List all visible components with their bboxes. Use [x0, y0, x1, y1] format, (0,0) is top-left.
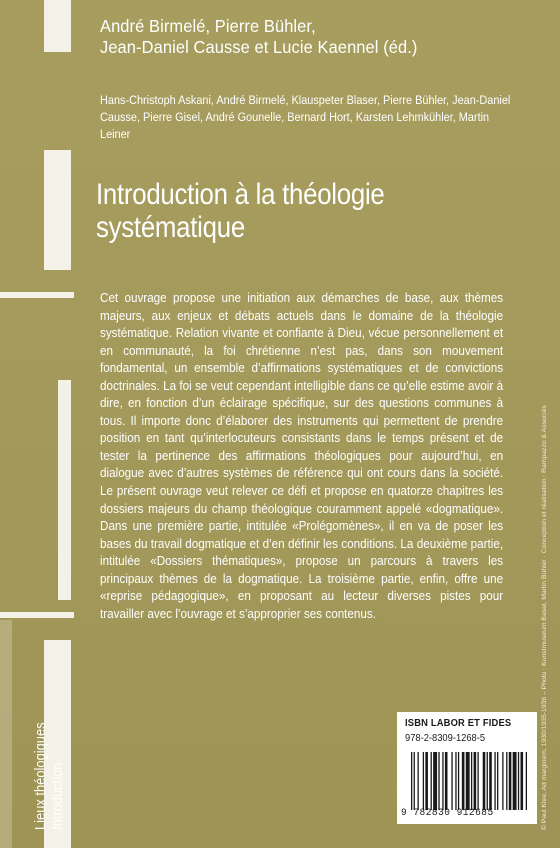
frame-block-left	[0, 620, 12, 848]
barcode-bar	[509, 752, 512, 810]
series-line-1: Lieux théologiques	[32, 722, 49, 830]
barcode-bar	[483, 752, 486, 810]
barcode-bar	[487, 752, 488, 810]
isbn-heading: ISBN LABOR ET FIDES	[405, 718, 512, 729]
barcode-bar	[502, 752, 503, 810]
barcode-bar	[455, 752, 456, 810]
blurb-paragraph: Cet ouvrage propose une initiation aux démarches de base, aux thèmes majeurs, aux enjeux et débats actuels dans le domaine de la théologie systématique. Relation vivante et confiante à Dieu, vécue personnellement et en communauté, la foi chrétienne n’est pas, dans son mouvement fondamental, un ensemble d’affirmations systématiques et de convictions doctrinales. La foi se veut cependant intelligible dans ce qu’elle estime avoir à dire, en fonction d’un éclairage spécifique, sur des questions communes à tous. Il importe donc d’élaborer des instruments qui permettent de prendre position en tant qu’interlocuteurs consistants dans le temps présent et de tester la pertinence des affirmations théologiques pour aujourd’hui, en dialogue avec d’autres systèmes de référence qui ont cours dans la société. Le présent ouvrage veut relever ce défi et propose en quatorze chapitres les dossiers majeurs du champ théologique couramment appelé «dogmatique». Dans une première partie, intitulée «Prolégomènes», il en va de poser les bases du travail dogmatique et d’en définir les conditions. La deuxième partie, intitulée «Dossiers thématiques», propose un parcours à travers les principaux thèmes de la dogmatique. La troisième partie, enfin, offre une «reprise pédagogique», en proposant au lecteur diverses pistes pour travailler avec l’ouvrage et s’approprier ses contenus.	[100, 290, 504, 621]
barcode-bar	[438, 752, 439, 810]
barcode-digits: 9 782830 912685	[401, 808, 494, 819]
barcode-bar	[497, 752, 498, 810]
series-label	[32, 705, 66, 830]
frame-bar-lower	[0, 612, 74, 618]
blurb	[100, 289, 503, 622]
barcode-bar	[442, 752, 443, 810]
title-line-1: Introduction à la théologie	[96, 178, 385, 211]
barcode-bar	[520, 752, 523, 810]
barcode-bar	[425, 752, 428, 810]
barcode-bar	[474, 752, 477, 810]
isbn-number: 978-2-8309-1268-5	[405, 733, 486, 744]
barcode-bar	[411, 752, 412, 810]
editors-line-2: Jean-Daniel Causse et Lucie Kaennel (éd.)	[100, 37, 418, 57]
barcode-bar	[471, 752, 472, 810]
barcode-bar	[458, 752, 459, 810]
frame-strip-low	[58, 380, 71, 600]
editors-line-1: André Birmelé, Pierre Bühler,	[100, 16, 316, 36]
frame-bar-upper	[0, 292, 74, 298]
image-credits: © Paul Klee, Ad marginem, 1930/1935-1936 – Photo : Kunstmuseum Basel, Martin Bühler · Conception et réalisation : Rampazzo & Associés	[541, 405, 548, 830]
barcode-icon	[411, 752, 527, 810]
barcode-bar	[418, 752, 419, 810]
barcode-bar	[414, 752, 415, 810]
barcode-bar	[489, 752, 492, 810]
barcode-bar	[423, 752, 424, 810]
frame-strip-top	[44, 0, 71, 52]
barcode-bar	[526, 752, 527, 810]
barcode-bar	[433, 752, 437, 810]
title-line-2: systématique	[96, 211, 245, 244]
barcode-bar	[506, 752, 507, 810]
barcode-bar	[513, 752, 517, 810]
barcode-bar	[462, 752, 465, 810]
frame-strip-mid	[44, 150, 71, 270]
barcode-bar	[431, 752, 432, 810]
barcode-bar	[445, 752, 448, 810]
series-line-2: Introduction	[49, 762, 66, 830]
contributors: Hans-Christoph Askani, André Birmelé, Klauspeter Blaser, Pierre Bühler, Jean-Daniel Causse, Pierre Gisel, André Gounelle, Bernard Hort, Karsten Lehmkühler, Martin Leiner	[100, 93, 511, 141]
barcode-bar	[451, 752, 452, 810]
editors	[100, 16, 495, 58]
barcode-bar	[494, 752, 495, 810]
barcode-bar	[518, 752, 519, 810]
barcode-bar	[477, 752, 478, 810]
isbn-block	[397, 712, 537, 824]
barcode-bar	[466, 752, 470, 810]
book-title	[96, 178, 492, 244]
